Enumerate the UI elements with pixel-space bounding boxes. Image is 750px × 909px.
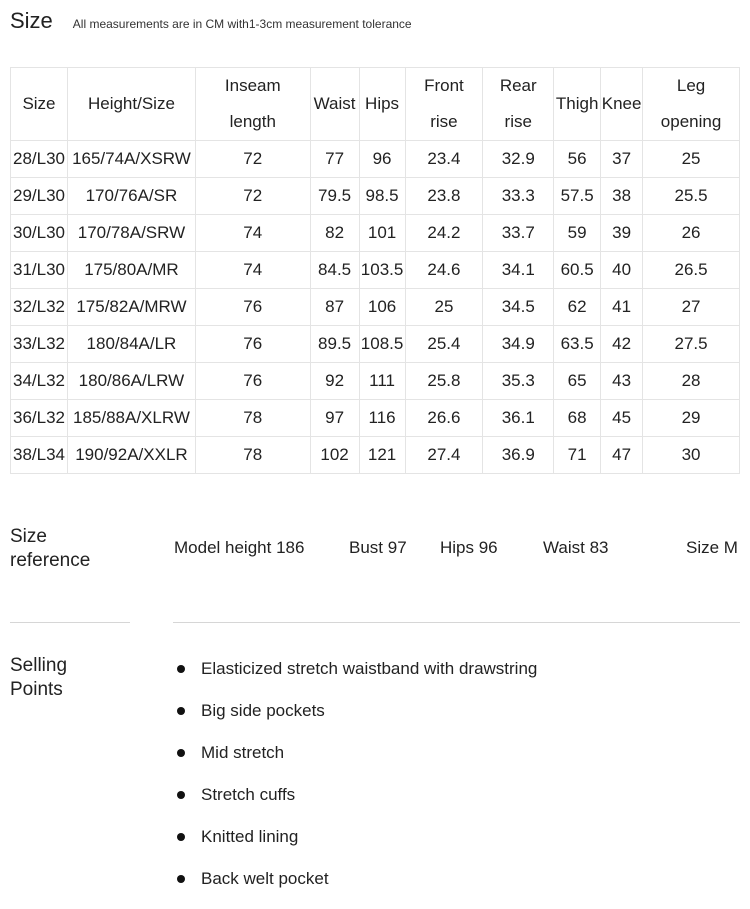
table-cell: 33.7 xyxy=(483,215,554,252)
table-cell: 25.8 xyxy=(405,363,483,400)
table-cell: 36.9 xyxy=(483,437,554,474)
table-cell: 175/80A/MR xyxy=(67,252,195,289)
table-cell: 34.1 xyxy=(483,252,554,289)
table-cell: 77 xyxy=(310,141,359,178)
table-cell: 33.3 xyxy=(483,178,554,215)
table-cell: 79.5 xyxy=(310,178,359,215)
table-cell: 97 xyxy=(310,400,359,437)
divider-left xyxy=(10,622,130,623)
table-cell: 31/L30 xyxy=(11,252,68,289)
selling-point-item xyxy=(174,741,537,783)
bullet-icon xyxy=(177,833,185,841)
table-cell: 29/L30 xyxy=(11,178,68,215)
table-cell: 25 xyxy=(405,289,483,326)
table-cell: 59 xyxy=(554,215,601,252)
table-cell: 72 xyxy=(195,178,310,215)
model-hips: Hips 96 xyxy=(440,538,498,557)
table-row xyxy=(11,400,740,437)
table-cell: 27 xyxy=(643,289,740,326)
header-hips: Hips xyxy=(359,68,405,141)
selling-point-text: Knitted lining xyxy=(201,827,299,846)
size-reference-label: Size reference xyxy=(10,526,91,571)
table-cell: 190/92A/XXLR xyxy=(67,437,195,474)
table-row xyxy=(11,215,740,252)
selling-points-label: Selling Points xyxy=(10,655,68,700)
model-height: Model height 186 xyxy=(174,538,305,557)
bullet-icon xyxy=(177,707,185,715)
table-cell: 25.4 xyxy=(405,326,483,363)
table-cell: 24.2 xyxy=(405,215,483,252)
table-cell: 57.5 xyxy=(554,178,601,215)
table-cell: 33/L32 xyxy=(11,326,68,363)
table-cell: 60.5 xyxy=(554,252,601,289)
table-cell: 111 xyxy=(359,363,405,400)
header-height-size: Height/Size xyxy=(67,68,195,141)
table-cell: 25 xyxy=(643,141,740,178)
table-cell: 30 xyxy=(643,437,740,474)
selling-point-item xyxy=(174,825,537,867)
table-cell: 74 xyxy=(195,215,310,252)
table-cell: 36.1 xyxy=(483,400,554,437)
table-cell: 30/L30 xyxy=(11,215,68,252)
header-thigh: Thigh xyxy=(554,68,601,141)
table-cell: 108.5 xyxy=(359,326,405,363)
table-cell: 28 xyxy=(643,363,740,400)
table-cell: 87 xyxy=(310,289,359,326)
header-inseam-length: Inseam length xyxy=(195,68,310,141)
table-cell: 165/74A/XSRW xyxy=(67,141,195,178)
table-cell: 78 xyxy=(195,437,310,474)
table-cell: 92 xyxy=(310,363,359,400)
table-cell: 103.5 xyxy=(359,252,405,289)
table-cell: 38 xyxy=(601,178,643,215)
table-cell: 26.5 xyxy=(643,252,740,289)
selling-point-item xyxy=(174,867,537,909)
table-cell: 28/L30 xyxy=(11,141,68,178)
selling-point-item xyxy=(174,657,537,699)
table-cell: 180/86A/LRW xyxy=(67,363,195,400)
table-cell: 82 xyxy=(310,215,359,252)
table-cell: 101 xyxy=(359,215,405,252)
table-cell: 89.5 xyxy=(310,326,359,363)
model-size: Size M xyxy=(686,538,738,557)
table-row xyxy=(11,141,740,178)
table-cell: 26.6 xyxy=(405,400,483,437)
model-waist: Waist 83 xyxy=(543,538,609,557)
table-cell: 43 xyxy=(601,363,643,400)
table-cell: 35.3 xyxy=(483,363,554,400)
bullet-icon xyxy=(177,875,185,883)
table-cell: 98.5 xyxy=(359,178,405,215)
table-cell: 76 xyxy=(195,363,310,400)
table-cell: 170/78A/SRW xyxy=(67,215,195,252)
measurement-note: All measurements are in CM with1-3cm measurement tolerance xyxy=(72,17,412,31)
selling-point-item xyxy=(174,699,537,741)
table-cell: 32.9 xyxy=(483,141,554,178)
table-row xyxy=(11,252,740,289)
table-cell: 56 xyxy=(554,141,601,178)
table-cell: 65 xyxy=(554,363,601,400)
table-row xyxy=(11,437,740,474)
table-cell: 68 xyxy=(554,400,601,437)
header-rear-rise: Rear rise xyxy=(483,68,554,141)
table-cell: 76 xyxy=(195,289,310,326)
table-row xyxy=(11,326,740,363)
table-cell: 185/88A/XLRW xyxy=(67,400,195,437)
selling-point-text: Mid stretch xyxy=(201,743,285,762)
table-cell: 116 xyxy=(359,400,405,437)
selling-point-text: Stretch cuffs xyxy=(201,785,296,804)
bullet-icon xyxy=(177,749,185,757)
table-cell: 39 xyxy=(601,215,643,252)
table-row xyxy=(11,289,740,326)
table-cell: 121 xyxy=(359,437,405,474)
table-row xyxy=(11,363,740,400)
header-waist: Waist xyxy=(310,68,359,141)
table-cell: 102 xyxy=(310,437,359,474)
table-cell: 38/L34 xyxy=(11,437,68,474)
table-row xyxy=(11,178,740,215)
selling-point-item xyxy=(174,783,537,825)
table-cell: 180/84A/LR xyxy=(67,326,195,363)
size-table xyxy=(10,67,740,474)
header-leg-opening: Leg opening xyxy=(643,68,740,141)
table-header-row xyxy=(11,68,740,141)
table-cell: 41 xyxy=(601,289,643,326)
table-cell: 42 xyxy=(601,326,643,363)
header-knee: Knee xyxy=(601,68,643,141)
table-cell: 74 xyxy=(195,252,310,289)
selling-point-text: Big side pockets xyxy=(201,701,325,720)
model-bust: Bust 97 xyxy=(349,538,407,557)
selling-point-text: Back welt pocket xyxy=(201,869,329,888)
table-cell: 29 xyxy=(643,400,740,437)
table-cell: 23.8 xyxy=(405,178,483,215)
table-cell: 40 xyxy=(601,252,643,289)
table-cell: 25.5 xyxy=(643,178,740,215)
header-front-rise: Front rise xyxy=(405,68,483,141)
table-cell: 72 xyxy=(195,141,310,178)
table-cell: 170/76A/SR xyxy=(67,178,195,215)
table-cell: 37 xyxy=(601,141,643,178)
table-cell: 78 xyxy=(195,400,310,437)
table-cell: 62 xyxy=(554,289,601,326)
selling-points-list xyxy=(174,657,537,909)
table-cell: 27.4 xyxy=(405,437,483,474)
header-size: Size xyxy=(11,68,68,141)
table-cell: 84.5 xyxy=(310,252,359,289)
table-cell: 47 xyxy=(601,437,643,474)
table-cell: 76 xyxy=(195,326,310,363)
table-cell: 34.5 xyxy=(483,289,554,326)
table-cell: 71 xyxy=(554,437,601,474)
table-cell: 45 xyxy=(601,400,643,437)
table-cell: 36/L32 xyxy=(11,400,68,437)
bullet-icon xyxy=(177,665,185,673)
table-cell: 32/L32 xyxy=(11,289,68,326)
table-body xyxy=(11,141,740,474)
table-cell: 96 xyxy=(359,141,405,178)
table-cell: 106 xyxy=(359,289,405,326)
size-chart-header xyxy=(10,8,412,34)
table-cell: 34/L32 xyxy=(11,363,68,400)
divider-right xyxy=(173,622,740,623)
size-chart-title: Size xyxy=(10,8,53,33)
table-cell: 24.6 xyxy=(405,252,483,289)
table-cell: 175/82A/MRW xyxy=(67,289,195,326)
table-cell: 34.9 xyxy=(483,326,554,363)
selling-point-text: Elasticized stretch waistband with drawstring xyxy=(201,659,538,678)
table-cell: 26 xyxy=(643,215,740,252)
bullet-icon xyxy=(177,791,185,799)
table-cell: 23.4 xyxy=(405,141,483,178)
table-cell: 27.5 xyxy=(643,326,740,363)
table-cell: 63.5 xyxy=(554,326,601,363)
